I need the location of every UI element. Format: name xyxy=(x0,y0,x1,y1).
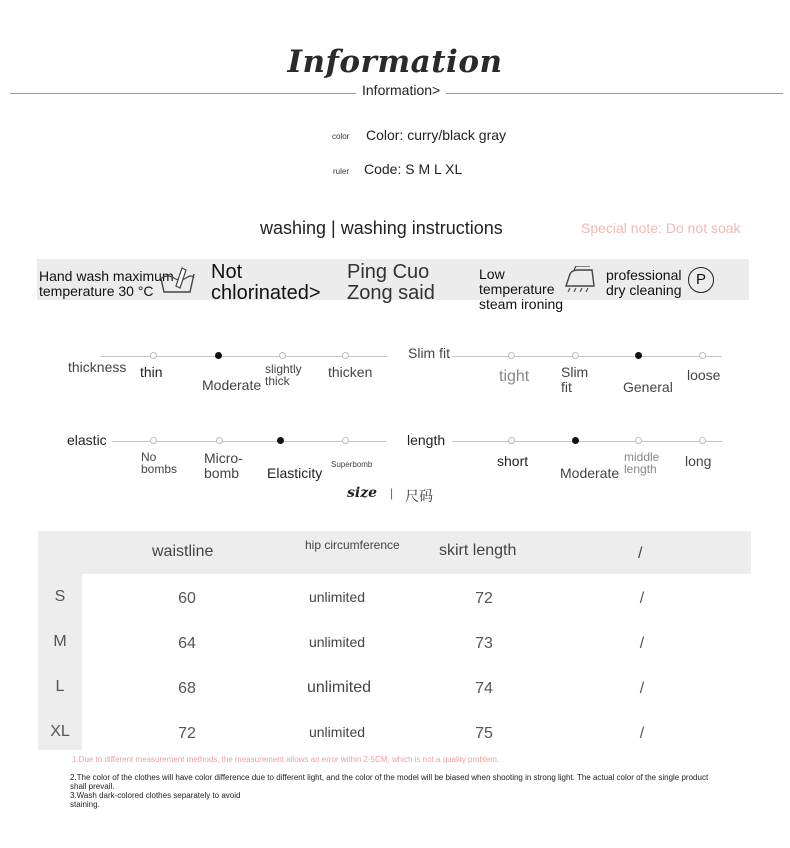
thickness-option-thicken: thicken xyxy=(328,364,373,380)
hand-wash-icon xyxy=(156,264,198,296)
cell-waist: 60 xyxy=(178,590,196,607)
thickness-dot-slightly-thick xyxy=(279,352,286,359)
header-skirt-length: skirt length xyxy=(439,542,517,559)
thickness-dot-thicken xyxy=(342,352,349,359)
page-subtitle: Information> xyxy=(356,82,446,98)
row-size-l: L xyxy=(55,678,65,695)
length-dot-long xyxy=(699,437,706,444)
row-size-m: M xyxy=(53,633,67,650)
cell-waist: 64 xyxy=(178,635,196,652)
slim-fit-dot-slim xyxy=(572,352,579,359)
length-option-short: short xyxy=(497,453,529,469)
page-title: Information xyxy=(287,44,503,80)
slim-fit-option-general: General xyxy=(623,379,673,395)
length-track xyxy=(452,441,722,442)
header-waistline: waistline xyxy=(152,543,214,560)
thickness-option-moderate: Moderate xyxy=(202,377,262,393)
length-option-long: long xyxy=(685,453,712,469)
elastic-dot-no-bombs xyxy=(150,437,157,444)
thickness-label: thickness xyxy=(68,359,127,375)
slim-fit-dot-tight xyxy=(508,352,515,359)
dry-clean-icon: P xyxy=(688,267,714,293)
slim-fit-option-loose: loose xyxy=(687,367,721,383)
slim-fit-label: Slim fit xyxy=(408,345,450,361)
row-size-xl: XL xyxy=(50,723,70,740)
elastic-dot-superbomb xyxy=(342,437,349,444)
length-dot-moderate xyxy=(572,437,579,444)
not-chlorinated-text: Not chlorinated> xyxy=(211,261,321,304)
cell-extra: / xyxy=(639,590,645,607)
slim-fit-track xyxy=(452,356,722,357)
length-dot-short xyxy=(508,437,515,444)
thickness-option-slightly-thick: slightly thick xyxy=(265,362,302,388)
elastic-option-no-bombs: No bombs xyxy=(141,450,178,476)
ruler-info: Code: S M L XL xyxy=(364,161,463,177)
cell-waist: 68 xyxy=(178,680,196,697)
note-color: 2.The color of the clothes will have color difference due to different light, and the color of the model will be biased when shooting in strong light. The actual color of the single product shall prevail. xyxy=(70,773,709,791)
color-info: Color: curry/black gray xyxy=(366,127,507,143)
header-extra: / xyxy=(638,545,643,562)
color-tag: color xyxy=(332,132,350,141)
thickness-option-thin: thin xyxy=(140,364,163,380)
note-measurement: 1.Due to different measurement methods, the measurement allows an error within 2-5CM, which is not a quality problem. xyxy=(72,755,500,764)
slim-fit-option-slim: Slim fit xyxy=(561,364,589,395)
cell-length: 72 xyxy=(475,590,493,607)
low-temp-iron-text: Low temperature steam ironing xyxy=(479,266,564,312)
cell-length: 74 xyxy=(475,680,493,697)
cell-length: 75 xyxy=(475,725,493,742)
iron-icon xyxy=(562,266,598,292)
thickness-dot-moderate xyxy=(215,352,222,359)
length-dot-middle xyxy=(635,437,642,444)
size-heading: size xyxy=(347,485,378,501)
cell-extra: / xyxy=(639,635,645,652)
dry-cleaning-text: professional dry cleaning xyxy=(606,267,682,298)
elastic-option-micro: Micro-bomb xyxy=(204,450,243,481)
size-heading-separator: | xyxy=(390,486,394,500)
size-heading-chinese: 尺码 xyxy=(405,488,433,504)
cell-extra: / xyxy=(639,680,645,697)
slim-fit-option-tight: tight xyxy=(499,368,530,385)
elastic-dot-micro xyxy=(216,437,223,444)
thickness-dot-thin xyxy=(150,352,157,359)
cell-hip: unlimited xyxy=(308,634,366,650)
washing-title: washing | washing instructions xyxy=(260,218,503,238)
elastic-dot-elasticity xyxy=(277,437,284,444)
cell-length: 73 xyxy=(475,635,493,652)
slim-fit-dot-loose xyxy=(699,352,706,359)
special-note: Special note: Do not soak xyxy=(581,220,741,236)
elastic-option-superbomb: Superbomb xyxy=(331,460,373,469)
ping-cuo-text: Ping Cuo Zong said xyxy=(347,261,435,304)
cell-hip: unlimited xyxy=(306,679,372,696)
header-hip: hip circumference xyxy=(305,538,400,552)
slim-fit-dot-general xyxy=(635,352,642,359)
cell-waist: 72 xyxy=(178,725,196,742)
ruler-tag: ruler xyxy=(333,167,350,176)
note-wash: 3.Wash dark-colored clothes separately to avoid staining. xyxy=(70,791,241,809)
length-option-middle: middle length xyxy=(624,450,660,476)
hand-wash-text: Hand wash maximum temperature 30 °C xyxy=(39,268,174,299)
row-size-s: S xyxy=(54,588,66,605)
cell-hip: unlimited xyxy=(308,724,366,740)
elastic-label: elastic xyxy=(67,432,107,448)
elastic-option-elasticity: Elasticity xyxy=(267,465,323,481)
cell-hip: unlimited xyxy=(308,589,366,605)
length-label: length xyxy=(407,432,446,448)
length-option-moderate: Moderate xyxy=(560,465,620,481)
cell-extra: / xyxy=(639,725,645,742)
